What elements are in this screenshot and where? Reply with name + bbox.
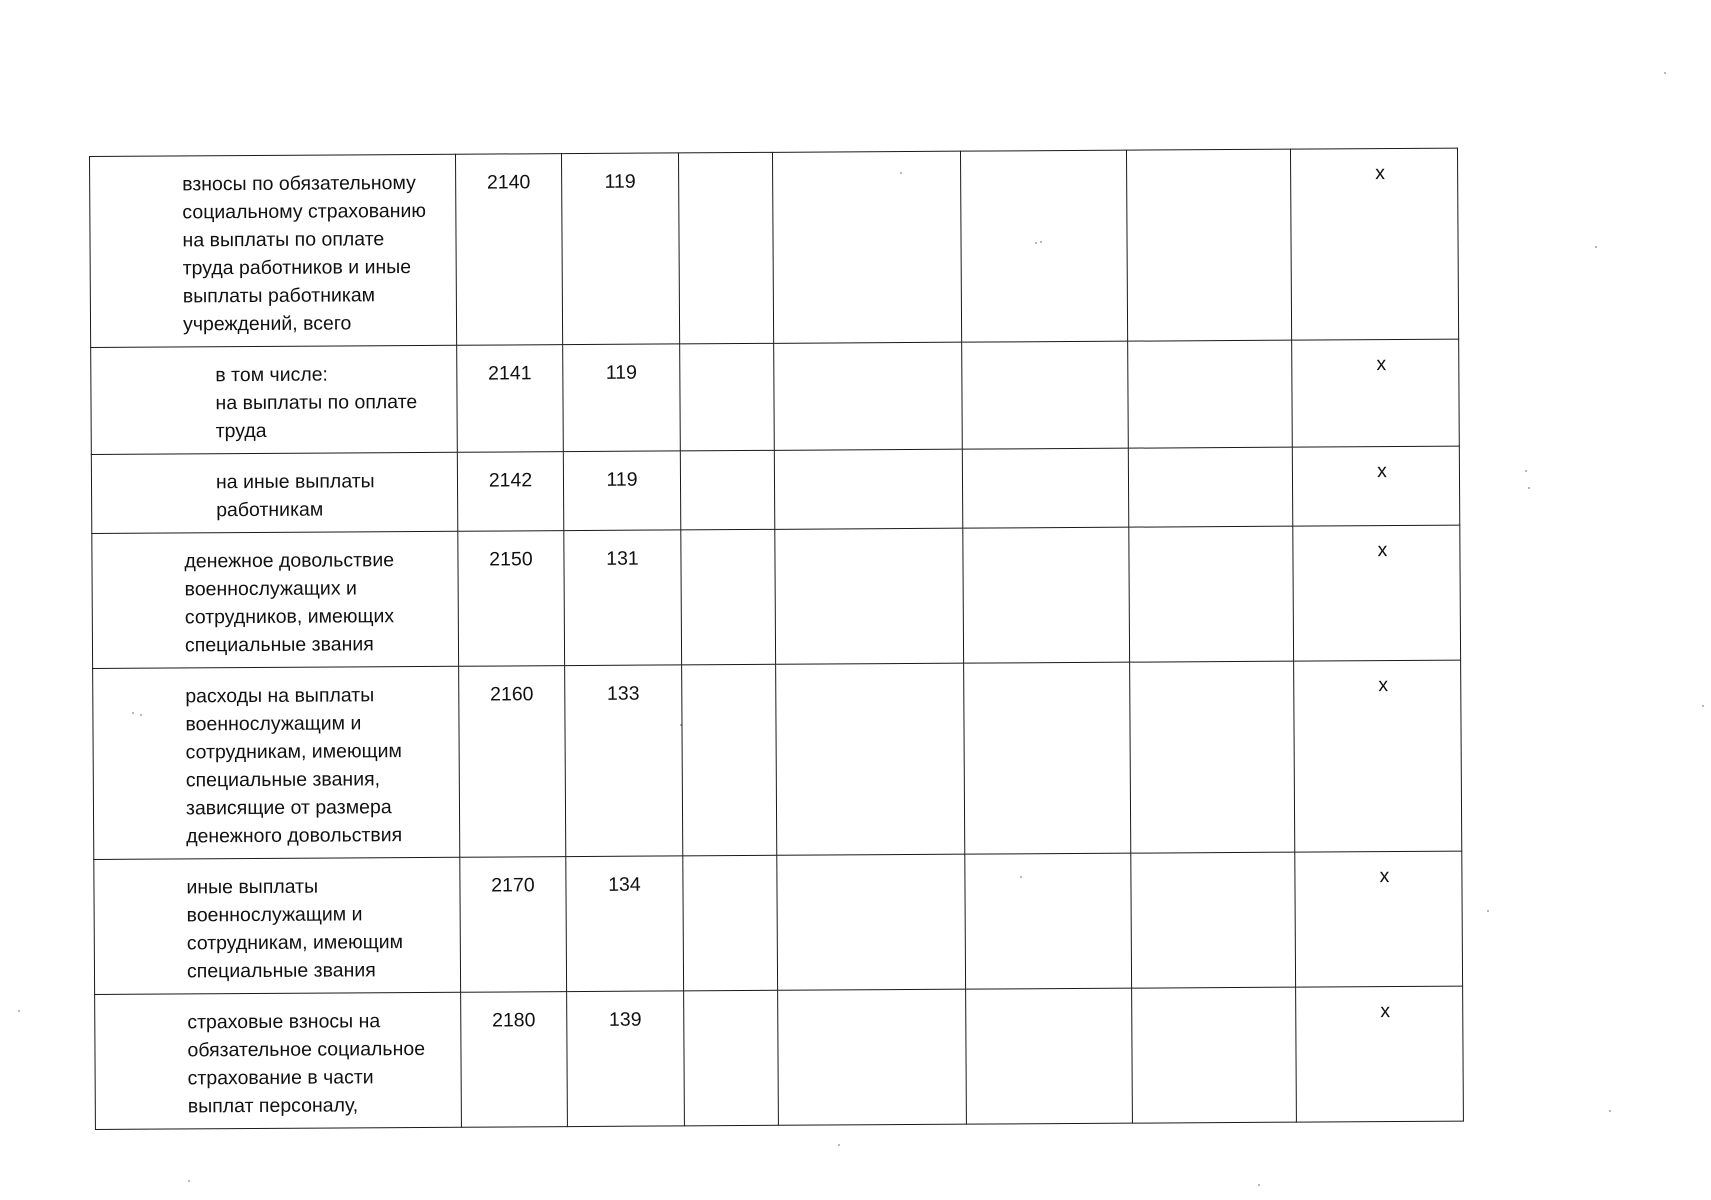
scan-speck xyxy=(1595,246,1597,248)
scan-speck xyxy=(1258,1184,1260,1186)
row-name-line: специальные звания xyxy=(186,959,376,983)
line-code-cell: 2150 xyxy=(458,531,565,667)
row-name-line: сотрудникам, имеющим xyxy=(185,740,402,764)
row-name-line: труда xyxy=(215,419,267,443)
row-name-line: военнослужащим и xyxy=(186,903,363,927)
row-name-line: страховые взносы на xyxy=(187,1010,381,1034)
row-name-line: специальные звания xyxy=(184,633,374,657)
kbk-code-cell: 119 xyxy=(563,451,680,531)
empty-amount-cell xyxy=(681,529,776,665)
row-name-line: на выплаты по оплате xyxy=(182,228,385,252)
table-row xyxy=(91,446,1459,533)
empty-amount-cell xyxy=(774,449,962,529)
row-name-cell xyxy=(92,531,459,668)
row-name-cell xyxy=(94,857,461,994)
row-name-line: зависящие от размера xyxy=(185,796,392,820)
empty-amount-cell xyxy=(965,853,1132,989)
row-name-cell xyxy=(90,154,457,347)
empty-amount-cell xyxy=(1128,447,1292,527)
empty-amount-cell xyxy=(962,341,1129,449)
table-row xyxy=(91,339,1460,454)
table-row xyxy=(90,148,1459,347)
empty-amount-cell xyxy=(775,528,964,664)
line-code-cell: 2140 xyxy=(455,154,562,346)
mark-cell: x xyxy=(1296,986,1464,1122)
row-name-line: денежного довольствия xyxy=(186,824,403,848)
line-code-cell: 2160 xyxy=(459,666,566,858)
row-name-cell xyxy=(91,345,458,454)
table-row xyxy=(94,851,1463,994)
budget-table xyxy=(89,148,1464,1130)
table-body xyxy=(90,148,1464,1129)
empty-amount-cell xyxy=(1131,852,1296,988)
empty-amount-cell xyxy=(962,448,1128,528)
line-code-cell: 2141 xyxy=(457,345,564,453)
line-code-cell: 2142 xyxy=(457,452,563,532)
row-name-line: расходы на выплаты xyxy=(185,684,375,708)
scan-speck xyxy=(1609,1110,1611,1112)
empty-amount-cell xyxy=(678,152,773,344)
empty-amount-cell xyxy=(964,662,1131,854)
mark-cell: x xyxy=(1294,660,1462,852)
kbk-code-cell: 119 xyxy=(563,344,681,452)
row-name-line: труда работников и иные xyxy=(182,256,412,280)
kbk-code-cell: 131 xyxy=(564,530,682,666)
row-name-line: иные выплаты xyxy=(186,875,319,899)
row-name-line: специальные звания, xyxy=(185,768,381,792)
row-name-line: военнослужащих и xyxy=(184,577,357,601)
kbk-code-cell: 139 xyxy=(567,991,685,1127)
empty-amount-cell xyxy=(963,527,1130,663)
kbk-code-cell: 134 xyxy=(566,856,684,992)
row-name-line: военнослужащим и xyxy=(185,712,362,736)
mark-cell: x xyxy=(1293,525,1461,661)
empty-amount-cell xyxy=(682,664,777,856)
mark-cell: x xyxy=(1295,851,1463,987)
empty-amount-cell xyxy=(683,855,778,991)
scan-speck xyxy=(1528,487,1530,489)
scan-speck xyxy=(1702,705,1704,707)
scan-speck xyxy=(838,1144,840,1146)
row-name-cell xyxy=(91,452,457,533)
empty-amount-cell xyxy=(778,989,967,1125)
scan-speck xyxy=(1664,72,1666,74)
empty-amount-cell xyxy=(680,450,774,530)
mark-cell: x xyxy=(1292,446,1459,526)
empty-amount-cell xyxy=(960,150,1127,342)
row-name-cell xyxy=(95,992,462,1129)
scan-speck xyxy=(188,1180,190,1182)
row-name-line: сотрудников, имеющих xyxy=(184,605,395,629)
row-name-cell xyxy=(93,666,460,859)
row-name-line: выплат персоналу, xyxy=(187,1094,359,1118)
row-name-line: обязательное социальное xyxy=(187,1037,426,1062)
empty-amount-cell xyxy=(772,151,961,343)
scan-speck xyxy=(1525,470,1527,472)
empty-amount-cell xyxy=(1129,526,1294,662)
empty-amount-cell xyxy=(774,342,963,450)
empty-amount-cell xyxy=(684,990,779,1126)
empty-amount-cell xyxy=(1126,149,1291,341)
row-name-line: учреждений, всего xyxy=(182,312,352,336)
table-row xyxy=(92,525,1461,668)
empty-amount-cell xyxy=(777,854,966,990)
empty-amount-cell xyxy=(1132,987,1297,1123)
row-name-line: сотрудникам, имеющим xyxy=(186,931,404,955)
kbk-code-cell: 133 xyxy=(565,665,683,857)
row-name-line: на выплаты по оплате xyxy=(215,390,418,415)
mark-cell: x xyxy=(1290,148,1458,340)
row-name-line: в том числе: xyxy=(215,363,329,387)
empty-amount-cell xyxy=(776,663,965,855)
mark-cell: x xyxy=(1292,339,1460,447)
table-row xyxy=(95,986,1464,1129)
row-name-line: работникам xyxy=(216,498,324,522)
row-name-line: выплаты работникам xyxy=(182,284,376,308)
row-name-line: денежное довольствие xyxy=(184,549,395,573)
row-name-line: на иные выплаты xyxy=(215,470,375,494)
line-code-cell: 2170 xyxy=(460,857,567,993)
empty-amount-cell xyxy=(1128,340,1293,448)
row-name-line: социальному страхованию xyxy=(182,199,427,224)
empty-amount-cell xyxy=(1130,661,1295,853)
empty-amount-cell xyxy=(966,988,1133,1124)
kbk-code-cell: 119 xyxy=(561,153,679,345)
scan-speck xyxy=(18,1010,20,1012)
empty-amount-cell xyxy=(680,343,775,451)
row-name-line: взносы по обязательному xyxy=(182,172,416,196)
table-row xyxy=(93,660,1462,859)
row-name-line: страхование в части xyxy=(187,1066,374,1090)
scan-speck xyxy=(1487,910,1489,912)
line-code-cell: 2180 xyxy=(461,992,568,1128)
